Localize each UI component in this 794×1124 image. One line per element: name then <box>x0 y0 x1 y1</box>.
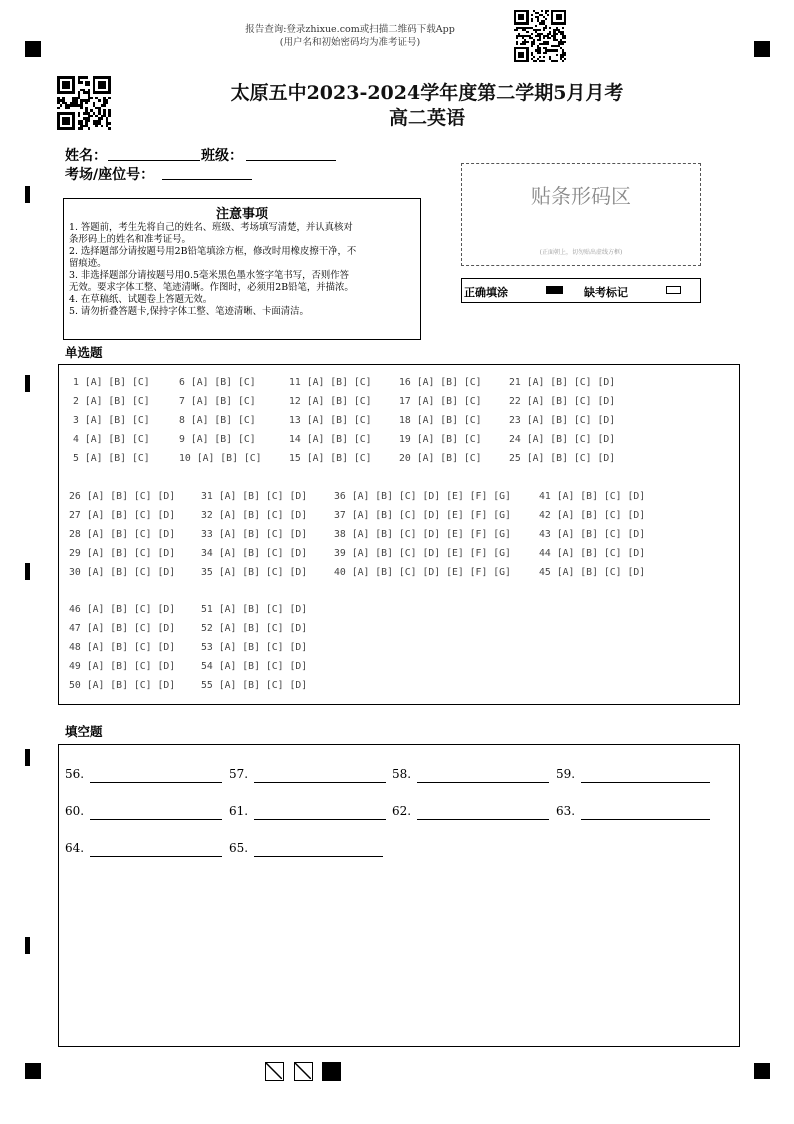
correct-fill-sample <box>546 286 563 294</box>
room-seat-field[interactable] <box>162 179 252 180</box>
choice-item-25[interactable]: 25 [A] [B] [C] [D] <box>509 453 616 464</box>
choice-item-37[interactable]: 37 [A] [B] [C] [D] [E] [F] [G] <box>334 510 511 521</box>
choice-item-33[interactable]: 33 [A] [B] [C] [D] <box>201 529 308 540</box>
correct-fill-label: 正确填涂 <box>464 286 508 299</box>
blank-item-65 <box>229 841 394 861</box>
choice-item-26[interactable]: 26 [A] [B] [C] [D] <box>69 491 176 502</box>
blank-item-57 <box>229 767 394 787</box>
blank-number: 64. <box>65 841 85 855</box>
report-query-line: 报告查询:登录zhixue.com或扫描二维码下载App <box>245 24 455 35</box>
side-mark <box>25 563 30 580</box>
choice-item-36[interactable]: 36 [A] [B] [C] [D] [E] [F] [G] <box>334 491 511 502</box>
blank-number: 60. <box>65 804 85 818</box>
choice-item-42[interactable]: 42 [A] [B] [C] [D] <box>539 510 646 521</box>
notice-box <box>63 198 421 340</box>
choice-item-23[interactable]: 23 [A] [B] [C] [D] <box>509 415 616 426</box>
blank-item-59 <box>556 767 721 787</box>
choice-item-1[interactable]: 1 [A] [B] [C] <box>73 377 150 388</box>
choice-item-2[interactable]: 2 [A] [B] [C] <box>73 396 150 407</box>
choice-item-50[interactable]: 50 [A] [B] [C] [D] <box>69 680 176 691</box>
class-label: 班级： <box>201 148 243 164</box>
name-field[interactable] <box>108 160 200 161</box>
choice-item-29[interactable]: 29 [A] [B] [C] [D] <box>69 548 176 559</box>
choice-item-19[interactable]: 19 [A] [B] [C] <box>399 434 482 445</box>
choice-item-21[interactable]: 21 [A] [B] [C] [D] <box>509 377 616 388</box>
name-label: 姓名： <box>65 148 107 164</box>
side-mark <box>25 749 30 766</box>
choice-item-7[interactable]: 7 [A] [B] [C] <box>179 396 256 407</box>
blank-item-60 <box>65 804 230 824</box>
choice-item-5[interactable]: 5 [A] [B] [C] <box>73 453 150 464</box>
corner-mark-bottom-right <box>754 1063 770 1079</box>
choice-item-48[interactable]: 48 [A] [B] [C] [D] <box>69 642 176 653</box>
blank-answer-line[interactable] <box>254 782 386 783</box>
notice-line: 1. 答题前，考生先将自己的姓名、班级、考场填写清楚，并认真核对 <box>69 222 353 233</box>
notice-line: 留痕迹。 <box>69 258 107 269</box>
blank-number: 62. <box>392 804 412 818</box>
blank-answer-line[interactable] <box>90 819 222 820</box>
blank-answer-line[interactable] <box>417 819 549 820</box>
choice-item-27[interactable]: 27 [A] [B] [C] [D] <box>69 510 176 521</box>
blank-item-56 <box>65 767 230 787</box>
choice-item-24[interactable]: 24 [A] [B] [C] [D] <box>509 434 616 445</box>
choice-item-54[interactable]: 54 [A] [B] [C] [D] <box>201 661 308 672</box>
side-mark <box>25 937 30 954</box>
choice-item-49[interactable]: 49 [A] [B] [C] [D] <box>69 661 176 672</box>
blank-number: 57. <box>229 767 249 781</box>
choice-item-45[interactable]: 45 [A] [B] [C] [D] <box>539 567 646 578</box>
blank-answer-line[interactable] <box>90 782 222 783</box>
choice-item-47[interactable]: 47 [A] [B] [C] [D] <box>69 623 176 634</box>
page-code-box-filled <box>322 1062 341 1081</box>
single-choice-panel <box>58 364 740 705</box>
barcode-label: 贴条形码区 <box>531 184 631 208</box>
choice-item-4[interactable]: 4 [A] [B] [C] <box>73 434 150 445</box>
choice-item-14[interactable]: 14 [A] [B] [C] <box>289 434 372 445</box>
choice-item-46[interactable]: 46 [A] [B] [C] [D] <box>69 604 176 615</box>
choice-item-51[interactable]: 51 [A] [B] [C] [D] <box>201 604 308 615</box>
absent-mark-label: 缺考标记 <box>584 286 628 299</box>
choice-item-18[interactable]: 18 [A] [B] [C] <box>399 415 482 426</box>
page-code-box <box>265 1062 284 1081</box>
qr-module <box>564 60 566 62</box>
choice-item-6[interactable]: 6 [A] [B] [C] <box>179 377 256 388</box>
fill-legend <box>461 278 701 303</box>
blank-answer-line[interactable] <box>254 856 383 857</box>
fill-blank-label: 填空题 <box>65 724 103 739</box>
choice-item-30[interactable]: 30 [A] [B] [C] [D] <box>69 567 176 578</box>
side-mark <box>25 375 30 392</box>
barcode-area[interactable] <box>461 163 701 266</box>
choice-item-22[interactable]: 22 [A] [B] [C] [D] <box>509 396 616 407</box>
notice-line: 3. 非选择题部分请按题号用0.5毫米黑色墨水签字笔书写，否则作答 <box>69 270 349 281</box>
blank-item-58 <box>392 767 557 787</box>
choice-item-8[interactable]: 8 [A] [B] [C] <box>179 415 256 426</box>
choice-item-35[interactable]: 35 [A] [B] [C] [D] <box>201 567 308 578</box>
choice-item-32[interactable]: 32 [A] [B] [C] [D] <box>201 510 308 521</box>
notice-line: 无效。要求字体工整、笔迹清晰。作图时，必须用2B铅笔，并描浓。 <box>69 282 354 293</box>
choice-item-55[interactable]: 55 [A] [B] [C] [D] <box>201 680 308 691</box>
choice-item-20[interactable]: 20 [A] [B] [C] <box>399 453 482 464</box>
choice-item-3[interactable]: 3 [A] [B] [C] <box>73 415 150 426</box>
blank-answer-line[interactable] <box>90 856 222 857</box>
corner-mark-bottom-left <box>25 1063 41 1079</box>
blank-number: 61. <box>229 804 249 818</box>
qr-code-app[interactable] <box>514 10 566 62</box>
choice-item-52[interactable]: 52 [A] [B] [C] [D] <box>201 623 308 634</box>
exam-subject: 高二英语 <box>388 107 465 129</box>
choice-item-31[interactable]: 31 [A] [B] [C] [D] <box>201 491 308 502</box>
blank-number: 63. <box>556 804 576 818</box>
choice-item-10[interactable]: 10 [A] [B] [C] <box>179 453 262 464</box>
choice-item-28[interactable]: 28 [A] [B] [C] [D] <box>69 529 176 540</box>
notice-line: 条形码上的姓名和准考证号。 <box>69 234 191 245</box>
choice-item-13[interactable]: 13 [A] [B] [C] <box>289 415 372 426</box>
blank-answer-line[interactable] <box>417 782 549 783</box>
blank-item-62 <box>392 804 557 824</box>
choice-item-34[interactable]: 34 [A] [B] [C] [D] <box>201 548 308 559</box>
blank-answer-line[interactable] <box>581 819 710 820</box>
blank-item-63 <box>556 804 721 824</box>
fill-blank-panel <box>58 744 740 1047</box>
room-seat-label: 考场/座位号： <box>65 167 155 183</box>
class-field[interactable] <box>246 160 336 161</box>
blank-number: 59. <box>556 767 576 781</box>
absent-mark-checkbox[interactable] <box>666 286 681 294</box>
blank-answer-line[interactable] <box>581 782 710 783</box>
choice-item-12[interactable]: 12 [A] [B] [C] <box>289 396 372 407</box>
choice-item-41[interactable]: 41 [A] [B] [C] [D] <box>539 491 646 502</box>
blank-item-61 <box>229 804 394 824</box>
barcode-hint: (正面朝上，切勿贴出虚线方框) <box>539 249 623 256</box>
choice-item-11[interactable]: 11 [A] [B] [C] <box>289 377 372 388</box>
page-code-box <box>294 1062 313 1081</box>
choice-item-15[interactable]: 15 [A] [B] [C] <box>289 453 372 464</box>
notice-title: 注意事项 <box>215 207 268 222</box>
notice-line: 2. 选择题部分请按题号用2B铅笔填涂方框，修改时用橡皮擦干净，不 <box>69 246 357 257</box>
side-mark <box>25 186 30 203</box>
choice-item-40[interactable]: 40 [A] [B] [C] [D] [E] [F] [G] <box>334 567 511 578</box>
blank-number: 58. <box>392 767 412 781</box>
choice-item-38[interactable]: 38 [A] [B] [C] [D] [E] [F] [G] <box>334 529 511 540</box>
blank-number: 56. <box>65 767 85 781</box>
choice-item-39[interactable]: 39 [A] [B] [C] [D] [E] [F] [G] <box>334 548 511 559</box>
notice-line: 4. 在草稿纸、试题卷上答题无效。 <box>69 294 213 305</box>
choice-item-53[interactable]: 53 [A] [B] [C] [D] <box>201 642 308 653</box>
single-choice-label: 单选题 <box>65 345 103 360</box>
corner-mark-top-right <box>754 41 770 57</box>
report-query-note <box>0 23 700 49</box>
notice-line: 5. 请勿折叠答题卡,保持字体工整、笔迹清晰、卡面清洁。 <box>69 306 309 317</box>
choice-item-16[interactable]: 16 [A] [B] [C] <box>399 377 482 388</box>
choice-item-44[interactable]: 44 [A] [B] [C] [D] <box>539 548 646 559</box>
exam-title: 太原五中2023-2024学年度第二学期5月月考 <box>230 82 624 104</box>
choice-item-17[interactable]: 17 [A] [B] [C] <box>399 396 482 407</box>
choice-item-9[interactable]: 9 [A] [B] [C] <box>179 434 256 445</box>
blank-number: 65. <box>229 841 249 855</box>
blank-answer-line[interactable] <box>254 819 386 820</box>
choice-item-43[interactable]: 43 [A] [B] [C] [D] <box>539 529 646 540</box>
blank-item-64 <box>65 841 230 861</box>
report-query-hint: (用户名和初始密码均为准考证号) <box>279 37 421 48</box>
